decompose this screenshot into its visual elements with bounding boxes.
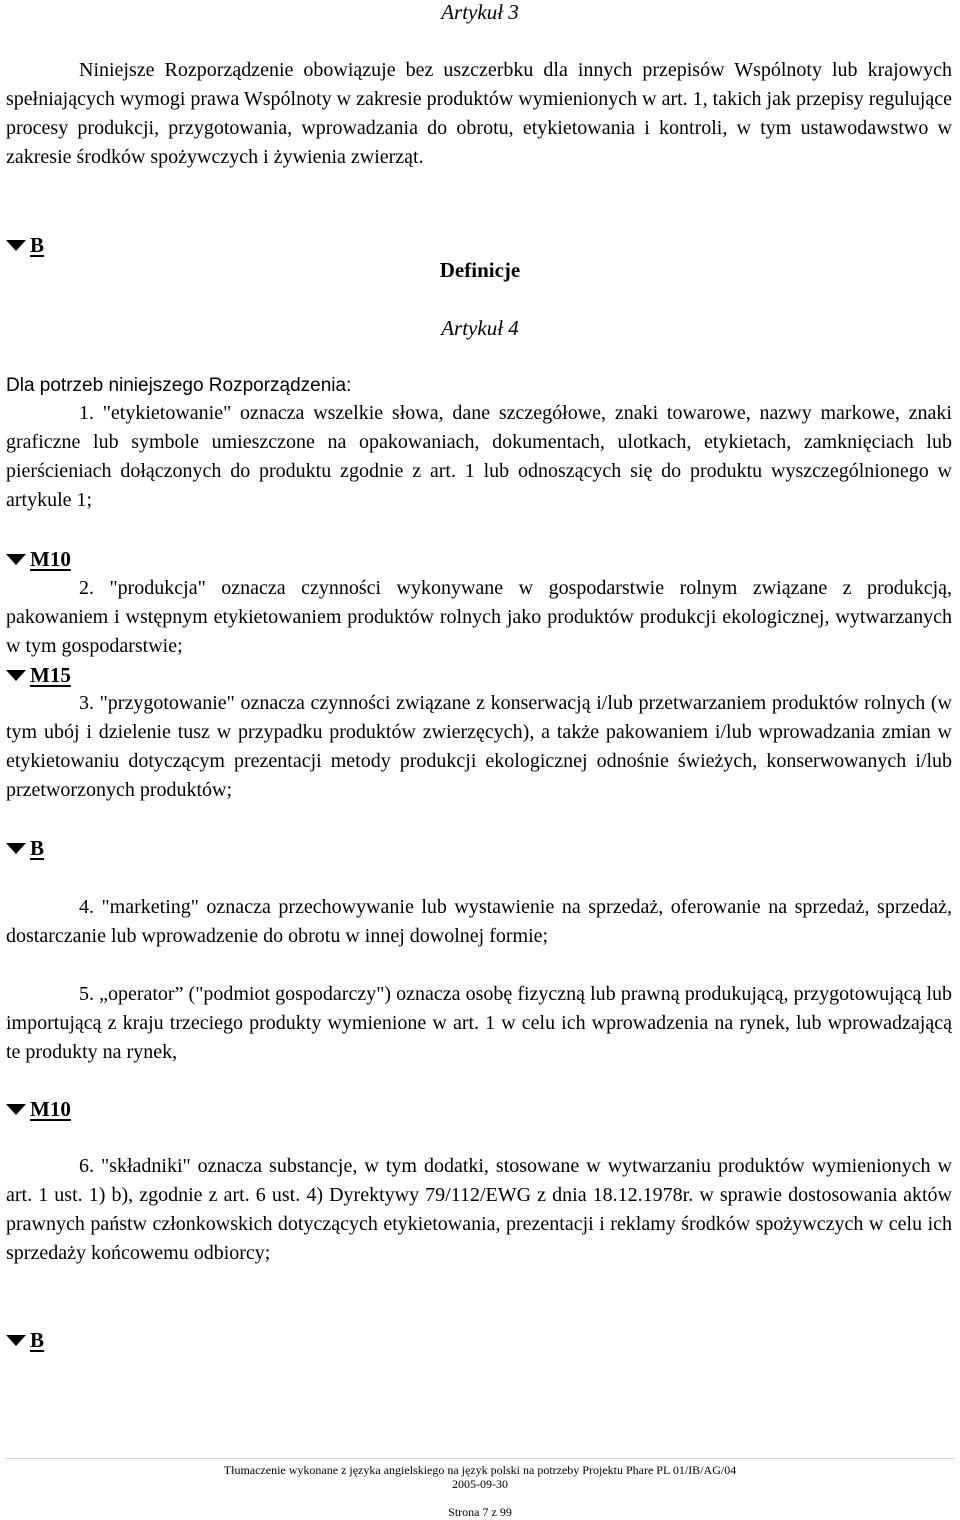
marker-label: B [30,233,45,257]
footer-date: 2005-09-30 [452,1477,508,1491]
collapse-triangle-icon [6,1335,26,1346]
footer-page-number: Strona 7 z 99 [448,1505,512,1519]
marker-b-2[interactable] [6,835,44,861]
collapse-triangle-icon [6,1104,26,1115]
definition-item-1: 1. "etykietowanie" oznacza wszelkie słowa, dane szczegółowe, znaki towarowe, nazwy markowe, znaki graficzne lub symbole umieszczone na opakowaniach, dokumentach, ulotkach, etykietach, zamknięciach lub pierścieniach dołączonych do produktu zgodnie z art. 1 lub odnoszących się do produktu wyszczególnionego w artykule 1; [6,402,952,511]
marker-label: M15 [30,663,71,687]
article-4-title: Artykuł 4 [441,316,519,340]
article-3-body: Niniejsze Rozporządzenie obowiązuje bez uszczerbku dla innych przepisów Wspólnoty lub krajowych spełniających wymogi prawa Wspólnoty w zakresie produktów wymienionych w art. 1, takich jak przepisy regulujące procesy produkcji, przygotowania, wprowadzania do obrotu, etykietowania i kontroli, w tym ustawodawstwo w zakresie środków spożywczych i żywienia zwierząt. [6,59,953,168]
definition-item-3: 3. "przygotowanie" oznacza czynności związane z konserwacją i/lub przetwarzaniem produktów rolnych (w tym ubój i dzielenie tusz w przypadku produktów zwierzęcych), a także pakowaniem i/lub wprowadzania zmian w etykietowaniu dotyczącym prezentacji metody produkcji ekologicznej odnośnie świeżych, konserwowanych i/lub przetworzonych produktów; [6,692,952,801]
marker-m10-1[interactable] [6,546,71,572]
definitions-heading: Definicje [439,258,521,282]
marker-m15[interactable] [6,662,71,688]
collapse-triangle-icon [6,554,26,565]
definitions-intro: Dla potrzeb niniejszego Rozporządzenia: [6,375,352,396]
marker-label: B [30,1328,45,1352]
collapse-triangle-icon [6,843,26,854]
collapse-triangle-icon [6,670,26,681]
marker-label: M10 [30,547,71,571]
marker-label: M10 [30,1097,71,1121]
definition-item-2: 2. "produkcja" oznacza czynności wykonywane w gospodarstwie rolnym związane z produkcją, pakowaniem i wstępnym etykietowaniem produktów rolnych jako produktów produkcji ekologicznej, wytwarzanych w tym gospodarstwie; [6,577,952,657]
collapse-triangle-icon [6,240,26,251]
marker-b-1[interactable] [6,232,44,258]
definition-item-5: 5. „operator” ("podmiot gospodarczy") oznacza osobę fizyczną lub prawną produkującą, przygotowującą lub importującą z kraju trzeciego produkty wymienione w art. 1 w celu ich wprowadzenia na rynek, lub wprowadzającą te produkty na rynek, [6,983,952,1063]
footer-divider [6,1458,954,1459]
definition-item-4: 4. "marketing" oznacza przechowywanie lub wystawienie na sprzedaż, oferowanie na sprzedaż, sprzedaż, dostarczanie lub wprowadzenie do obrotu w innej dowolnej formie; [6,896,952,947]
marker-label: B [30,836,45,860]
footer-translation-note: Tłumaczenie wykonane z języka angielskiego na język polski na potrzeby Projektu Phare PL 01/IB/AG/04 [223,1463,737,1477]
marker-b-3[interactable] [6,1327,44,1353]
article-3-title: Artykuł 3 [441,0,519,24]
definition-item-6: 6. "składniki" oznacza substancje, w tym dodatki, stosowane w wytwarzaniu produktów wymienionych w art. 1 ust. 1) b), zgodnie z art. 6 ust. 4) Dyrektywy 79/112/EWG z dnia 18.12.1978r. w sprawie dostosowania aktów prawnych państw członkowskich dotyczących etykietowania, prezentacji i reklamy środków spożywczych w celu ich sprzedaży końcowemu odbiorcy; [6,1155,952,1264]
marker-m10-2[interactable] [6,1096,71,1122]
